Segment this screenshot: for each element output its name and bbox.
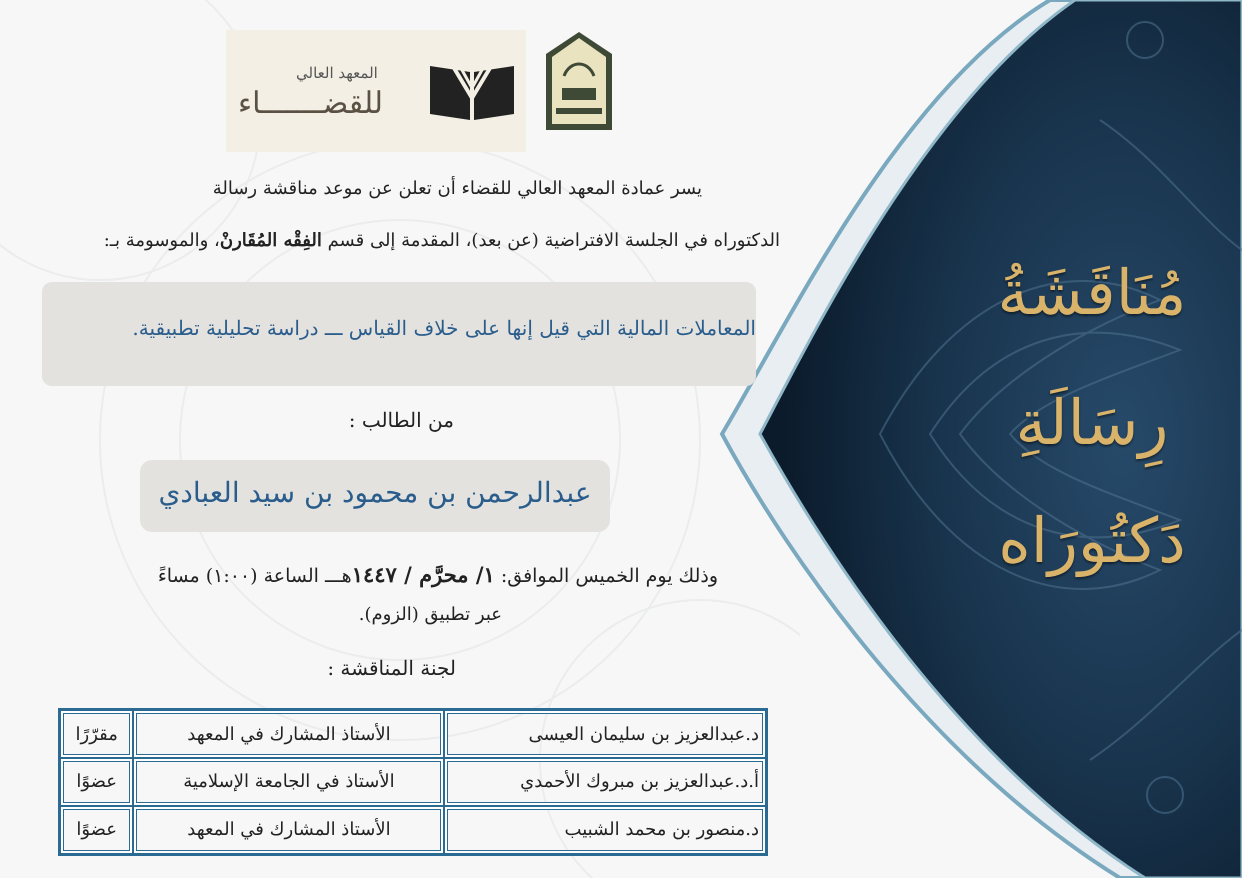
student-name-box (140, 460, 610, 532)
panel-title-line1: مُنَاقَشَةُ (997, 256, 1187, 329)
thesis-title-box (42, 282, 756, 386)
member-position: الأستاذ المشارك في المعهد (133, 806, 444, 855)
announcement-line2-prefix: الدكتوراه في الجلسة الافتراضية (عن بعد)، المقدمة إلى قسم (321, 230, 780, 251)
institute-name-small: المعهد العالي (296, 64, 378, 82)
panel-title-line2: رِسَالَةِ (1015, 386, 1169, 459)
table-row (60, 710, 767, 759)
announcement-line1: يسر عمادة المعهد العالي للقضاء أن تعلن عن موعد مناقشة رسالة (212, 178, 702, 199)
member-name: أ.د.عبدالعزيز بن مبروك الأحمدي (444, 758, 766, 806)
committee-label: لجنة المناقشة : (327, 656, 456, 680)
member-role: عضوًا (60, 806, 134, 855)
table-row (60, 758, 767, 806)
member-role: عضوًا (60, 758, 134, 806)
panel-title-line3: دَكتُورَاه (998, 504, 1186, 577)
student-label: من الطالب : (348, 408, 454, 432)
institute-name-large: للقضـــــــاء (238, 86, 384, 121)
table-row (60, 806, 767, 855)
member-position: الأستاذ في الجامعة الإسلامية (133, 758, 444, 806)
book-icon (426, 58, 518, 124)
member-role: مقرّرًا (60, 710, 134, 759)
announcement-line2-suffix: ، والموسومة بـ: (103, 230, 220, 251)
member-name: د.منصور بن محمد الشبيب (444, 806, 766, 855)
schedule-date: ١/ محرَّم / ١٤٤٧ (351, 562, 495, 587)
seal-icon (542, 30, 616, 134)
schedule-prefix: وذلك يوم الخميس الموافق: (494, 565, 718, 587)
meeting-app: عبر تطبيق (الزوم). (358, 604, 502, 625)
thesis-title: المعاملات المالية التي قيل إنها على خلاف القياس ـــ دراسة تحليلية تطبيقية. (132, 316, 756, 340)
committee-table (58, 708, 768, 856)
announcement-line2 (0, 230, 780, 251)
member-name: د.عبدالعزيز بن سليمان العيسى (444, 710, 766, 759)
schedule-line (18, 562, 718, 587)
department-name: الفِقْه المُقَارنْ (219, 230, 322, 251)
member-position: الأستاذ المشارك في المعهد (133, 710, 444, 759)
student-name: عبدالرحمن بن محمود بن سيد العبادي (158, 476, 592, 509)
institute-logo (226, 30, 526, 152)
schedule-suffix: هـــ الساعة (١:٠٠) مساءً (157, 565, 352, 587)
